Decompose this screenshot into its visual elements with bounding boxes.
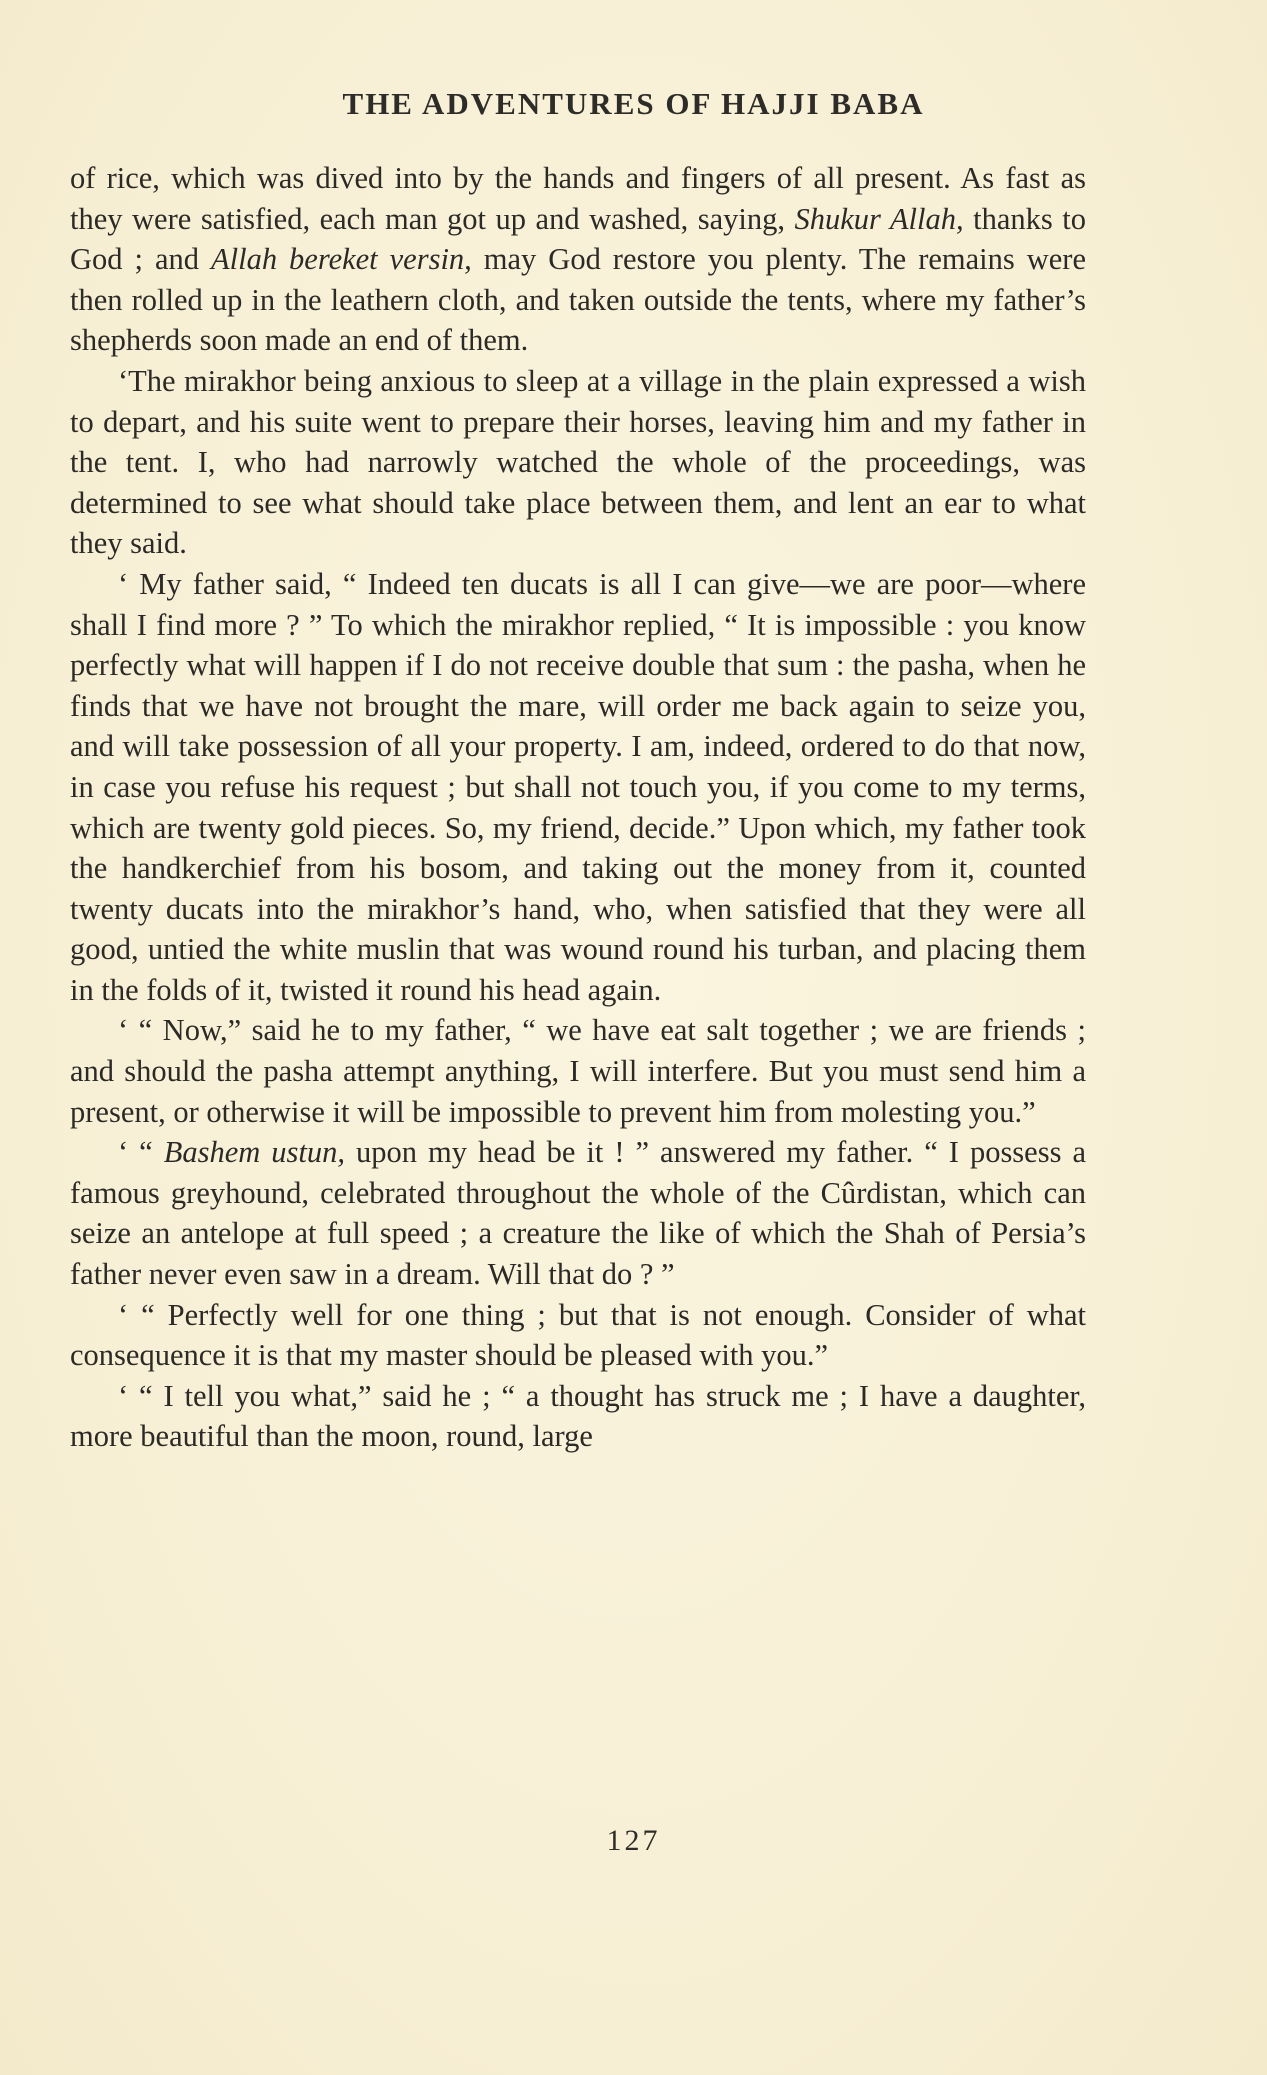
paragraph — [70, 1295, 1086, 1376]
paragraph — [70, 158, 1086, 361]
text-run: ‘ “ I tell you what,” said he ; “ a thought has struck me ; I have a daughter, more beautiful than the moon, round, large — [70, 1378, 1086, 1454]
text-run: ‘The mirakhor being anxious to sleep at a village in the plain expressed a wish to depart, and his suite went to prepare their horses, leaving him and my father in the tent. I, who had narrowly watched the whole of the proceedings, was determined to see what should take place between them, and lent an ear to what they said. — [70, 363, 1086, 561]
text-run: may God restore you plenty. The remains were then rolled up in the leathern cloth, and taken outside the tents, where my father’s shepherds soon made an end of them. — [70, 242, 1086, 358]
page-number: 127 — [606, 1824, 661, 1857]
paragraph — [70, 1132, 1086, 1294]
text-run: ‘ My father said, “ Indeed ten ducats is all I can give—we are poor—where shall I find more ? ” To which the mirakhor replied, “ It is impossible : you know perfectly what will happen if I do not receive double that sum : the pasha, when he finds that we have not brought the mare, will order me back again to seize you, and will take possession of all your property. I am, indeed, ordered to do that now, in case you refuse his request ; but shall not touch you, if you come to my terms, which are twenty gold pieces. So, my friend, decide.” Upon which, my father took the handkerchief from his bosom, and taking out the money from it, counted twenty ducats into the mirakhor’s hand, who, when satisfied that they were all good, untied the white muslin that was wound round his turban, and placing them in the folds of it, twisted it round his head again. — [70, 566, 1086, 1007]
italic-phrase: Allah bereket versin, — [210, 242, 472, 277]
paragraph — [70, 1376, 1086, 1457]
italic-phrase: Bashem ustun, — [163, 1135, 346, 1170]
text-run: ‘ “ Now,” said he to my father, “ we have eat salt together ; we are friends ; and should the pasha attempt anything, I will interfere. But you must send him a present, or otherwise it will be impossible to prevent him from molesting you.” — [70, 1013, 1086, 1129]
text-run: of rice, which was dived into by the hands and fingers of all present. As fast as they were satisfied, each man got up and washed, saying, — [70, 161, 1086, 236]
running-head: THE ADVENTURES OF HAJJI BABA — [342, 86, 925, 121]
paragraph — [70, 1010, 1086, 1132]
text-run: upon my head be it ! ” answered my father. “ I possess a famous greyhound, celebrated throughout the whole of the Cûrdistan, which can seize an antelope at full speed ; a creature the like of which the Shah of Persia’s father never even saw in a dream. Will that do ? ” — [70, 1135, 1086, 1292]
paragraph — [70, 564, 1086, 1011]
text-run: thanks to God ; and — [70, 201, 1086, 277]
text-run: ‘ “ Perfectly well for one thing ; but that is not enough. Consider of what consequence it is that my master should be pleased with you.” — [70, 1297, 1086, 1373]
text-run: ‘ “ — [118, 1135, 164, 1170]
paragraph — [70, 361, 1086, 564]
italic-phrase: Shukur Allah, — [794, 201, 964, 236]
body-text — [70, 158, 1086, 1457]
